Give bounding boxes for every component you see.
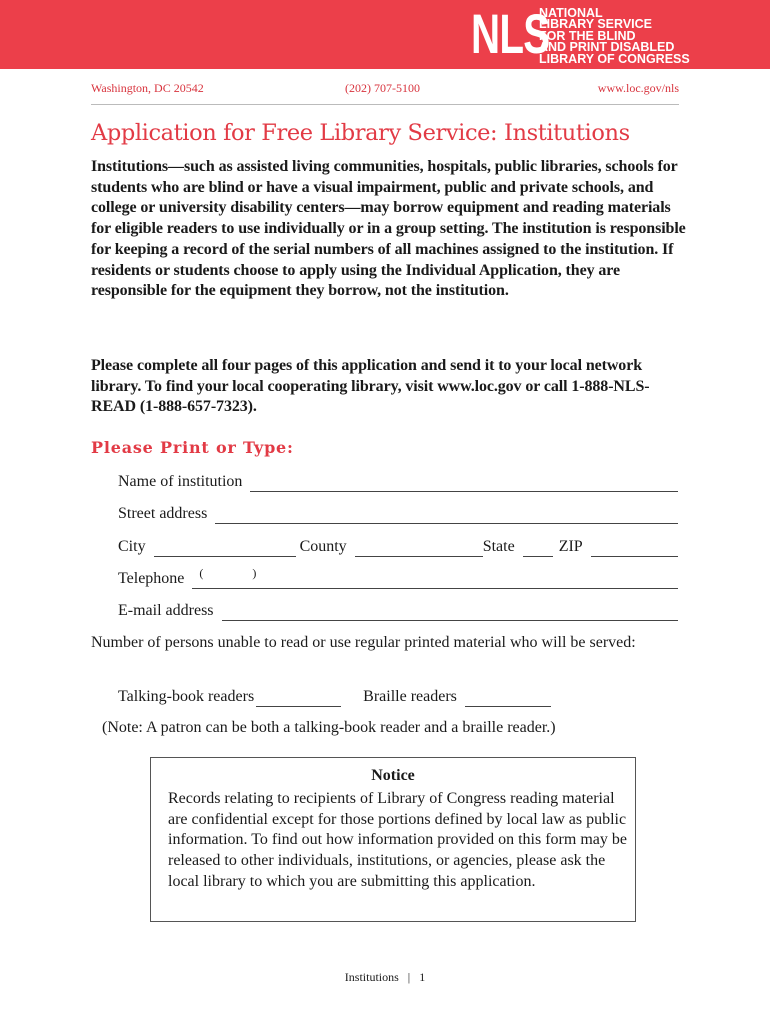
form-heading: Please Print or Type: [91,438,294,457]
logo-line: AND PRINT DISABLED [539,40,675,55]
logo-line: FOR THE BLIND [539,28,636,43]
city-row [118,535,678,557]
state-label: State [482,538,515,555]
notice-title: Notice [371,767,415,784]
contact-website[interactable]: www.loc.gov/nls [597,81,679,95]
note-text: (Note: A patron can be both a talking-book reader and a braille reader.) [102,719,556,736]
instructions-paragraph: Please complete all four pages of this application and send it to your local network library. To find your local cooperating library, visit www.loc.gov or call 1-888-NLS-READ (1-888-657-7323). [91,357,650,416]
talking-book-label: Talking-book readers [118,688,255,705]
talking-book-field[interactable] [256,690,341,707]
city-field[interactable] [154,540,296,557]
email-row [118,599,678,621]
telephone-label: Telephone [118,570,185,587]
logo-line: NATIONAL [539,6,603,20]
area-code-open: ( [199,566,204,580]
nls-logo: NLS [471,2,550,65]
footer-section: Institutions [344,970,399,984]
email-field[interactable] [222,604,678,621]
name-field[interactable] [250,475,678,492]
telephone-row [118,567,678,589]
zip-label: ZIP [558,538,583,555]
braille-field[interactable] [465,690,551,707]
page-number: 1 [419,970,426,984]
street-field[interactable] [215,507,678,524]
header-divider [91,104,679,105]
intro-paragraph: Institutions—such as assisted living communities, hospitals, public libraries, schools for students who are blind or have a visual impairment, public and private schools, and college or university disability centers—may borrow equipment and reading materials for eligible readers to use individually or in a group setting. The institution is responsible for keeping a record of the serial numbers of all machines assigned to the institution. If residents or students choose to apply using the Individual Application, they are responsible for the equipment they borrow, not the institution. [91,158,686,300]
contact-phone: (202) 707-5100 [345,81,420,95]
county-field[interactable] [355,540,483,557]
notice-body: Records relating to recipients of Library of Congress reading material are confidential except for those portions defined by local law as public information. To find out how information provided on this form may be released to other individuals, institutions, or agencies, please ask the local library to which you are submitting this application. [168,790,627,890]
footer-separator: | [407,970,411,984]
notice-box [150,757,636,922]
nls-logo-text [539,8,690,65]
street-label: Street address [118,505,208,522]
city-label: City [118,538,146,555]
readers-row [118,685,678,707]
name-label: Name of institution [118,473,243,490]
persons-question: Number of persons unable to read or use regular printed material who will be served: [91,634,636,651]
telephone-field[interactable] [192,566,678,589]
page-footer [0,970,770,985]
state-field[interactable] [523,540,553,557]
area-code-close: ) [252,566,257,580]
county-label: County [299,538,347,555]
logo-line: LIBRARY OF CONGRESS [539,51,690,66]
page-title: Application for Free Library Service: Institutions [91,120,630,146]
braille-label: Braille readers [363,688,457,705]
name-row [118,470,678,492]
street-row [118,502,678,524]
email-label: E-mail address [118,602,214,619]
contact-address: Washington, DC 20542 [91,81,204,95]
zip-field[interactable] [591,540,678,557]
logo-line: LIBRARY SERVICE [539,17,652,32]
